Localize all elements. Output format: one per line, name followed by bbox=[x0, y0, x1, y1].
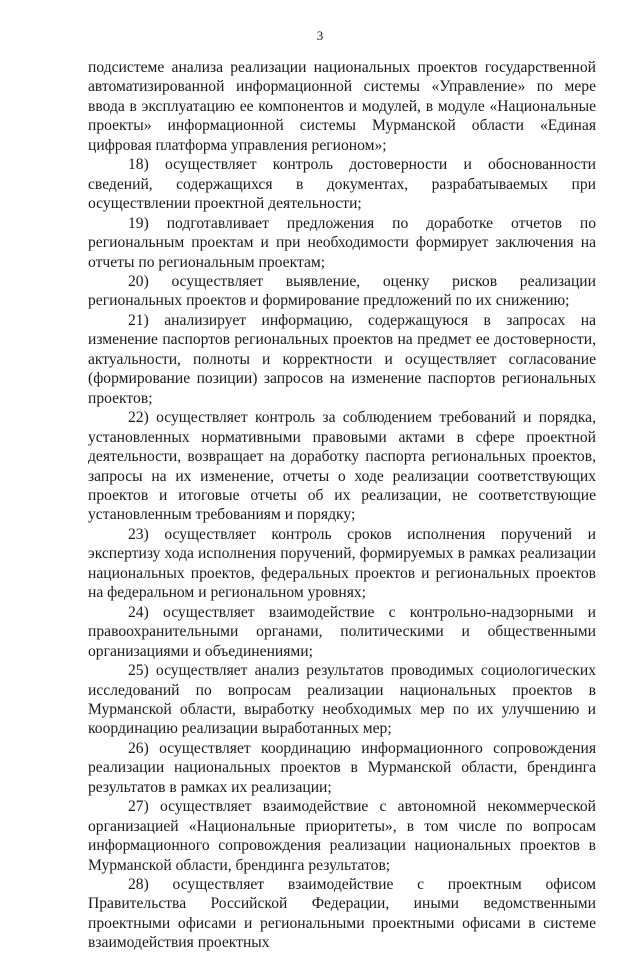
paragraph-item-24: 24) осуществляет взаимодействие с контрольно-надзорными и правоохранительными органами, политическими и общественными организациями и объединениями; bbox=[88, 603, 596, 660]
document-body bbox=[88, 58, 596, 953]
paragraph-item-23: 23) осуществляет контроль сроков исполнения поручений и экспертизу хода исполнения поручений, формируемых в рамках реализации национальных проектов, федеральных проектов и региональных проектов на федеральном и региональном уровнях; bbox=[88, 525, 596, 602]
paragraph-item-22: 22) осуществляет контроль за соблюдением требований и порядка, установленных нормативными правовыми актами в сфере проектной деятельности, возвращает на доработку паспорта региональных проектов, запросы на их изменение, отчеты о ходе реализации соответствующих проектов и итоговые отчеты об их реализации, не соответствующие установленным требованиям и порядку; bbox=[88, 409, 596, 524]
paragraph-item-21: 21) анализирует информацию, содержащуюся в запросах на изменение паспортов региональных проектов на предмет ее достоверности, актуальности, полноты и корректности и осуществляет согласование (формирование позиции) запросов на изменение паспортов региональных проектов; bbox=[88, 311, 596, 407]
paragraph-continuation: подсистеме анализа реализации национальных проектов государственной автоматизированной информационной системы «Управление» по мере ввода в эксплуатацию ее компонентов и модулей, в модуле «Национальные проекты» информационной системы Мурманской области «Единая цифровая платформа управления регионом»; bbox=[88, 59, 596, 154]
paragraph-item-18: 18) осуществляет контроль достоверности и обоснованности сведений, содержащихся в документах, разрабатываемых при осуществлении проектной деятельности; bbox=[88, 156, 596, 213]
paragraph-item-25: 25) осуществляет анализ результатов проводимых социологических исследований по вопросам реализации национальных проектов в Мурманской области, выработку необходимых мер по их улучшению и координацию реализации выработанных мер; bbox=[88, 662, 596, 738]
paragraph-item-26: 26) осуществляет координацию информационного сопровождения реализации национальных проектов в Мурманской области, брендинга результатов в рамках их реализации; bbox=[88, 739, 596, 796]
paragraph-item-19: 19) подготавливает предложения по доработке отчетов по региональным проектам и при необходимости формирует заключения на отчеты по региональным проектам; bbox=[88, 214, 596, 271]
paragraph-item-20: 20) осуществляет выявление, оценку рисков реализации региональных проектов и формирование предложений по их снижению; bbox=[88, 272, 596, 310]
paragraph-item-28: 28) осуществляет взаимодействие с проектным офисом Правительства Российской Федерации, иными ведомственными проектными офисами и региональными проектными офисами в системе взаимодействия проектных bbox=[88, 876, 596, 952]
page-number: 3 bbox=[316, 28, 324, 43]
paragraph-item-27: 27) осуществляет взаимодействие с автономной некоммерческой организацией «Национальные приоритеты», в том числе по вопросам информационного сопровождения реализации национальных проектов в Мурманской области, брендинга результатов; bbox=[88, 798, 596, 874]
